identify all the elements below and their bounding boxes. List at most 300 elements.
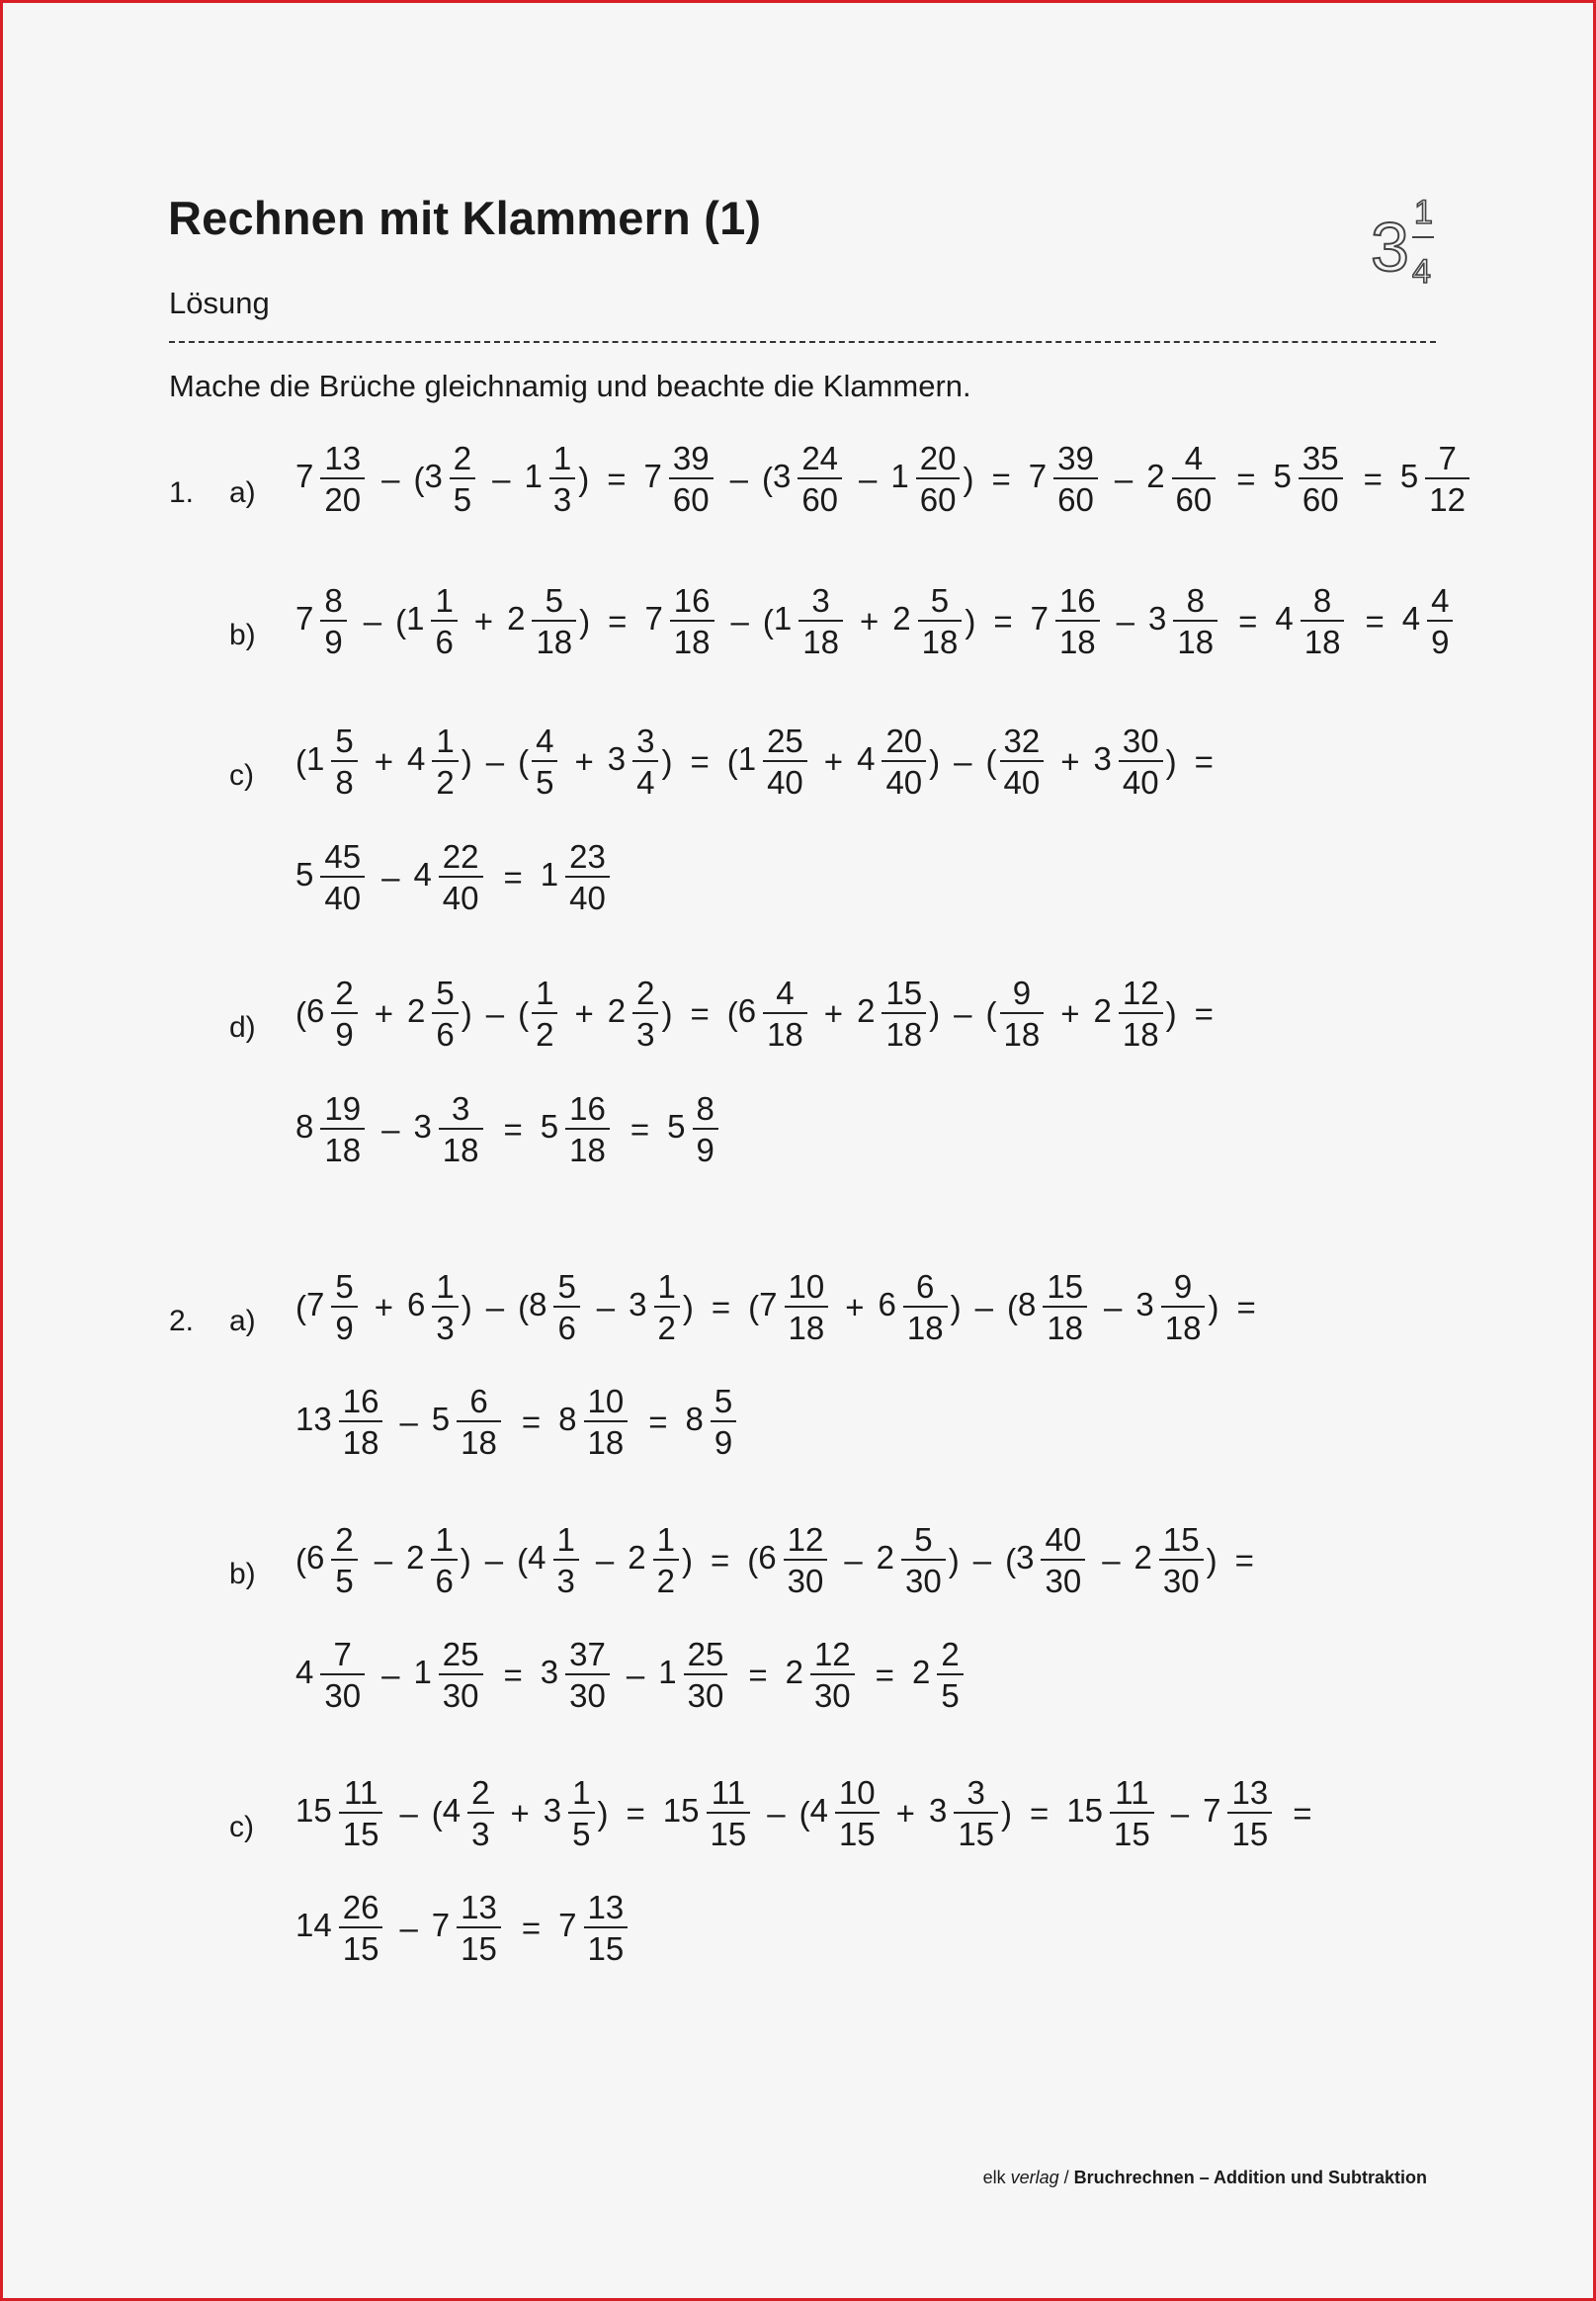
operator: – bbox=[399, 1794, 418, 1832]
numerator: 1 bbox=[435, 582, 454, 619]
numerator: 4 bbox=[536, 723, 554, 759]
mixed-number bbox=[541, 840, 613, 914]
whole-part: 7 bbox=[295, 600, 314, 638]
whole-part: 3 bbox=[1135, 1286, 1154, 1323]
denominator: 5 bbox=[331, 1559, 357, 1597]
parenthesis: ) bbox=[1001, 1794, 1013, 1832]
denominator: 18 bbox=[320, 1128, 365, 1166]
denominator: 6 bbox=[431, 1559, 457, 1597]
mixed-number bbox=[1134, 1523, 1207, 1597]
whole-part: 2 bbox=[1146, 458, 1165, 495]
operator: – bbox=[844, 1541, 863, 1578]
denominator: 15 bbox=[584, 1926, 629, 1965]
whole-part: 4 bbox=[528, 1539, 546, 1577]
denominator: 30 bbox=[784, 1559, 828, 1597]
numerator: 25 bbox=[442, 1636, 479, 1672]
mixed-number bbox=[912, 1638, 966, 1712]
operator: + bbox=[574, 994, 594, 1032]
operator: + bbox=[510, 1794, 530, 1832]
denominator: 18 bbox=[785, 1306, 829, 1344]
fraction bbox=[763, 977, 807, 1051]
operator: – bbox=[492, 460, 511, 497]
parenthesis: ( bbox=[295, 1541, 306, 1578]
numerator: 2 bbox=[471, 1774, 490, 1811]
denominator: 60 bbox=[1172, 477, 1217, 516]
operator: + bbox=[574, 742, 594, 780]
numerator: 1 bbox=[656, 1521, 675, 1558]
denominator: 40 bbox=[320, 876, 365, 914]
numerator: 5 bbox=[930, 582, 950, 619]
denominator: 60 bbox=[916, 477, 961, 516]
parenthesis: ) bbox=[661, 994, 673, 1032]
whole-part: 7 bbox=[306, 1286, 325, 1323]
whole-part: 7 bbox=[558, 1907, 577, 1944]
numerator: 7 bbox=[1438, 440, 1457, 476]
denominator: 18 bbox=[882, 1012, 926, 1051]
parenthesis: ( bbox=[985, 994, 997, 1032]
operator: + bbox=[1060, 742, 1080, 780]
numerator: 25 bbox=[687, 1636, 724, 1672]
fraction bbox=[653, 1523, 679, 1597]
operator: – bbox=[381, 460, 400, 497]
denominator: 18 bbox=[457, 1420, 501, 1459]
operator: – bbox=[954, 742, 972, 780]
fraction bbox=[532, 584, 576, 658]
whole-part: 4 bbox=[413, 856, 432, 894]
equals-sign: = bbox=[1363, 460, 1383, 497]
parenthesis: ) bbox=[461, 994, 472, 1032]
operator: – bbox=[596, 1288, 616, 1325]
mixed-number bbox=[541, 1638, 613, 1712]
fraction bbox=[1053, 442, 1098, 516]
mixed-number bbox=[558, 1891, 630, 1965]
denominator: 40 bbox=[1000, 760, 1045, 799]
parenthesis: ) bbox=[1165, 994, 1177, 1032]
equals-sign: = bbox=[521, 1403, 542, 1440]
numerator: 16 bbox=[569, 1090, 606, 1127]
parenthesis: ) bbox=[1206, 1541, 1218, 1578]
mixed-number bbox=[407, 977, 462, 1051]
numerator: 16 bbox=[1058, 582, 1096, 619]
numerator: 8 bbox=[1186, 582, 1205, 619]
equals-sign: = bbox=[991, 460, 1011, 497]
equals-sign: = bbox=[875, 1656, 894, 1693]
svg-text:1: 1 bbox=[1414, 194, 1433, 231]
whole-part: 6 bbox=[306, 992, 325, 1030]
mixed-number bbox=[738, 724, 810, 799]
equation-line bbox=[295, 1891, 630, 1965]
denominator: 3 bbox=[467, 1812, 493, 1850]
fraction bbox=[654, 1270, 680, 1344]
denominator: 20 bbox=[320, 477, 365, 516]
operator: – bbox=[1170, 1794, 1190, 1832]
fraction bbox=[1119, 977, 1163, 1051]
parenthesis: ) bbox=[965, 602, 976, 639]
denominator: 18 bbox=[584, 1420, 629, 1459]
fraction bbox=[693, 1092, 718, 1166]
fraction bbox=[331, 1270, 357, 1344]
mixed-number bbox=[786, 1638, 858, 1712]
fraction bbox=[1161, 1270, 1206, 1344]
equals-sign: = bbox=[521, 1909, 542, 1946]
mixed-number bbox=[629, 1270, 683, 1344]
numerator: 22 bbox=[442, 838, 479, 875]
numerator: 7 bbox=[333, 1636, 352, 1672]
numerator: 5 bbox=[335, 1268, 354, 1305]
whole-part: 1 bbox=[406, 600, 425, 638]
numerator: 8 bbox=[324, 582, 343, 619]
exercise-label: b) bbox=[229, 1558, 256, 1590]
denominator: 2 bbox=[653, 1559, 679, 1597]
equals-sign: = bbox=[607, 460, 627, 497]
denominator: 18 bbox=[1000, 1012, 1045, 1051]
operator: + bbox=[859, 602, 880, 639]
denominator: 30 bbox=[684, 1673, 728, 1712]
mixed-number bbox=[857, 977, 929, 1051]
fraction bbox=[331, 724, 357, 799]
mixed-number bbox=[432, 1891, 504, 1965]
numerator: 1 bbox=[556, 1521, 575, 1558]
whole-part: 2 bbox=[876, 1539, 895, 1577]
whole-part: 6 bbox=[878, 1286, 896, 1323]
parenthesis: ( bbox=[985, 742, 997, 780]
fraction bbox=[320, 442, 365, 516]
fraction bbox=[835, 1776, 880, 1850]
parenthesis: ) bbox=[681, 1541, 693, 1578]
whole-part: 4 bbox=[1401, 600, 1421, 638]
parenthesis: ) bbox=[1165, 742, 1177, 780]
fraction bbox=[1227, 1776, 1272, 1850]
footer-verlag: verlag bbox=[1010, 2168, 1059, 2187]
whole-part: 7 bbox=[643, 458, 662, 495]
numerator: 9 bbox=[1173, 1268, 1193, 1305]
mixed-number bbox=[525, 442, 579, 516]
denominator: 6 bbox=[553, 1306, 579, 1344]
denominator: 15 bbox=[339, 1812, 383, 1850]
equals-sign: = bbox=[1234, 1541, 1254, 1578]
denominator: 12 bbox=[1425, 477, 1470, 516]
numerator: 37 bbox=[569, 1636, 606, 1672]
operator: – bbox=[1114, 460, 1134, 497]
numerator: 2 bbox=[335, 975, 354, 1011]
numerator: 1 bbox=[435, 1521, 454, 1558]
fraction bbox=[439, 1638, 483, 1712]
mixed-number bbox=[413, 840, 485, 914]
numerator: 9 bbox=[1012, 975, 1032, 1011]
numerator: 1 bbox=[657, 1268, 676, 1305]
mixed-number bbox=[1135, 1270, 1208, 1344]
operator: – bbox=[974, 1288, 993, 1325]
denominator: 15 bbox=[339, 1926, 383, 1965]
numerator: 2 bbox=[453, 440, 472, 476]
mixed-number bbox=[892, 584, 965, 658]
denominator: 2 bbox=[532, 1012, 557, 1051]
operator: – bbox=[363, 602, 382, 639]
fraction bbox=[1299, 442, 1343, 516]
numerator: 5 bbox=[335, 723, 354, 759]
mixed-number bbox=[295, 1638, 368, 1712]
parenthesis: ) bbox=[578, 460, 590, 497]
denominator: 60 bbox=[1299, 477, 1343, 516]
operator: – bbox=[1104, 1288, 1123, 1325]
denominator: 18 bbox=[565, 1128, 610, 1166]
mixed-number bbox=[608, 724, 662, 799]
mixed-number bbox=[1018, 1270, 1090, 1344]
operator: – bbox=[399, 1909, 418, 1946]
numerator: 6 bbox=[916, 1268, 935, 1305]
denominator: 40 bbox=[1119, 760, 1163, 799]
page-subtitle: Lösung bbox=[169, 286, 270, 320]
mixed-number bbox=[810, 1776, 882, 1850]
whole-part: 1 bbox=[890, 458, 909, 495]
footer-credit bbox=[983, 2168, 1427, 2188]
operator: + bbox=[374, 1288, 393, 1325]
denominator: 18 bbox=[532, 620, 576, 658]
mixed-number bbox=[758, 1523, 830, 1597]
fraction bbox=[1110, 1776, 1154, 1850]
operator: – bbox=[595, 1541, 615, 1578]
mixed-number bbox=[1203, 1776, 1275, 1850]
fraction bbox=[711, 1385, 736, 1459]
whole-part: 3 bbox=[629, 1286, 647, 1323]
numerator: 10 bbox=[587, 1383, 625, 1419]
equals-sign: = bbox=[748, 1656, 768, 1693]
mixed-number bbox=[877, 1523, 949, 1597]
fraction bbox=[320, 840, 365, 914]
denominator: 6 bbox=[432, 1012, 458, 1051]
mixed-number bbox=[413, 1092, 485, 1166]
whole-part: 4 bbox=[407, 740, 426, 778]
mixed-number bbox=[558, 1385, 630, 1459]
denominator: 30 bbox=[1041, 1559, 1085, 1597]
fraction bbox=[331, 1523, 357, 1597]
whole-part: 1 bbox=[524, 458, 543, 495]
denominator: 18 bbox=[763, 1012, 807, 1051]
equation-line bbox=[295, 1385, 739, 1459]
whole-part: 3 bbox=[1148, 600, 1167, 638]
exercise-number: 1. bbox=[169, 476, 195, 509]
whole-part: 15 bbox=[1066, 1792, 1104, 1830]
denominator: 5 bbox=[450, 477, 475, 516]
parenthesis: ( bbox=[518, 742, 530, 780]
fraction bbox=[339, 1385, 383, 1459]
mixed-number bbox=[295, 1776, 385, 1850]
denominator: 3 bbox=[553, 1559, 579, 1597]
parenthesis: ( bbox=[747, 1541, 759, 1578]
whole-part: 7 bbox=[1203, 1792, 1221, 1830]
fraction bbox=[467, 1776, 493, 1850]
footer-separator: / bbox=[1058, 2168, 1074, 2187]
mixed-number bbox=[1029, 442, 1101, 516]
equals-sign: = bbox=[711, 1288, 731, 1325]
whole-part: 3 bbox=[543, 1792, 562, 1830]
fraction bbox=[763, 724, 807, 799]
mixed-number bbox=[295, 1385, 385, 1459]
whole-part: 5 bbox=[431, 1401, 451, 1438]
mixed-number bbox=[738, 977, 810, 1051]
whole-part: 5 bbox=[1273, 458, 1292, 495]
denominator: 18 bbox=[1055, 620, 1100, 658]
fraction bbox=[784, 1523, 828, 1597]
parenthesis: ( bbox=[295, 742, 306, 780]
denominator: 3 bbox=[432, 1306, 458, 1344]
fraction bbox=[1041, 1523, 1085, 1597]
fraction bbox=[707, 1776, 751, 1850]
equation-line bbox=[295, 1638, 966, 1712]
denominator: 9 bbox=[693, 1128, 718, 1166]
mixed-number bbox=[432, 1385, 504, 1459]
whole-part: 8 bbox=[558, 1401, 577, 1438]
mixed-number bbox=[1094, 977, 1166, 1051]
parenthesis: ) bbox=[682, 1288, 694, 1325]
denominator: 6 bbox=[431, 620, 457, 658]
fraction bbox=[1055, 584, 1100, 658]
whole-part: 4 bbox=[1275, 600, 1294, 638]
whole-part: 3 bbox=[1016, 1539, 1035, 1577]
denominator: 18 bbox=[1173, 620, 1218, 658]
denominator: 40 bbox=[882, 760, 926, 799]
equals-sign: = bbox=[993, 602, 1013, 639]
numerator: 12 bbox=[1122, 975, 1159, 1011]
mixed-number bbox=[413, 1638, 485, 1712]
numerator: 13 bbox=[1231, 1774, 1269, 1811]
parenthesis: ( bbox=[1006, 1288, 1018, 1325]
whole-part: 2 bbox=[1093, 992, 1112, 1030]
denominator: 15 bbox=[1110, 1812, 1154, 1850]
equals-sign: = bbox=[1236, 460, 1256, 497]
equals-sign: = bbox=[1238, 602, 1258, 639]
fraction bbox=[937, 1638, 963, 1712]
denominator: 15 bbox=[1227, 1812, 1272, 1850]
operator: – bbox=[859, 460, 878, 497]
denominator: 15 bbox=[835, 1812, 880, 1850]
mixed-number bbox=[406, 1523, 461, 1597]
numerator: 16 bbox=[342, 1383, 379, 1419]
denominator: 5 bbox=[568, 1812, 594, 1850]
fraction bbox=[1119, 724, 1163, 799]
operator: + bbox=[473, 602, 494, 639]
mixed-number bbox=[773, 442, 845, 516]
mixed-number bbox=[1016, 1523, 1088, 1597]
parenthesis: ( bbox=[295, 1288, 306, 1325]
whole-part: 4 bbox=[809, 1792, 828, 1830]
fraction bbox=[918, 584, 963, 658]
whole-part: 5 bbox=[295, 856, 314, 894]
whole-part: 3 bbox=[413, 1108, 432, 1146]
mixed-number bbox=[774, 584, 846, 658]
numerator: 8 bbox=[696, 1090, 714, 1127]
whole-part: 1 bbox=[737, 740, 757, 778]
numerator: 5 bbox=[557, 1268, 576, 1305]
numerator: 25 bbox=[767, 723, 803, 759]
denominator: 9 bbox=[1427, 620, 1453, 658]
fraction bbox=[549, 442, 575, 516]
numerator: 26 bbox=[342, 1889, 379, 1925]
mixed-number bbox=[1148, 584, 1220, 658]
whole-part: 8 bbox=[1017, 1286, 1037, 1323]
parenthesis: ( bbox=[395, 602, 407, 639]
mixed-number bbox=[406, 584, 461, 658]
equation-line bbox=[295, 442, 1472, 516]
numerator: 20 bbox=[885, 723, 923, 759]
mixed-number bbox=[295, 1891, 385, 1965]
parenthesis: ) bbox=[1208, 1288, 1219, 1325]
mixed-number bbox=[306, 724, 361, 799]
mixed-number bbox=[541, 1092, 613, 1166]
numerator: 3 bbox=[811, 582, 830, 619]
parenthesis: ) bbox=[950, 1288, 962, 1325]
mixed-number bbox=[544, 1776, 598, 1850]
denominator: 40 bbox=[565, 876, 610, 914]
fraction bbox=[320, 1092, 365, 1166]
denominator: 60 bbox=[1053, 477, 1098, 516]
denominator: 18 bbox=[1301, 620, 1345, 658]
whole-part: 6 bbox=[737, 992, 757, 1030]
parenthesis: ( bbox=[798, 1794, 810, 1832]
fraction bbox=[1427, 584, 1453, 658]
operator: + bbox=[823, 994, 844, 1032]
fraction bbox=[565, 1638, 610, 1712]
whole-part: 2 bbox=[785, 1654, 803, 1691]
exercise-label: a) bbox=[229, 1305, 256, 1337]
whole-part: 2 bbox=[911, 1654, 931, 1691]
numerator: 39 bbox=[1057, 440, 1094, 476]
mixed-number bbox=[424, 442, 478, 516]
mixed-number bbox=[1274, 442, 1346, 516]
fraction bbox=[339, 1891, 383, 1965]
mixed-number bbox=[529, 1270, 583, 1344]
numerator: 13 bbox=[324, 440, 362, 476]
fraction bbox=[457, 1385, 501, 1459]
mixed-number bbox=[306, 977, 361, 1051]
equals-sign: = bbox=[648, 1403, 668, 1440]
fraction bbox=[568, 1776, 594, 1850]
denominator: 30 bbox=[810, 1673, 855, 1712]
fraction bbox=[431, 1523, 457, 1597]
numerator: 1 bbox=[536, 975, 554, 1011]
equals-sign: = bbox=[626, 1794, 645, 1832]
whole-part: 3 bbox=[1093, 740, 1112, 778]
numerator: 4 bbox=[776, 975, 795, 1011]
fraction bbox=[903, 1270, 948, 1344]
mixed-number bbox=[929, 1776, 1001, 1850]
fraction bbox=[669, 442, 714, 516]
mixed-number bbox=[306, 1270, 361, 1344]
whole-part: 14 bbox=[295, 1907, 332, 1944]
equals-sign: = bbox=[690, 742, 710, 780]
fraction bbox=[670, 584, 714, 658]
numerator: 6 bbox=[469, 1383, 488, 1419]
numerator: 24 bbox=[801, 440, 839, 476]
fraction bbox=[331, 977, 357, 1051]
mixed-number bbox=[306, 1523, 361, 1597]
footer-book-title: Bruchrechnen – Addition und Subtraktion bbox=[1073, 2168, 1427, 2187]
denominator: 40 bbox=[763, 760, 807, 799]
whole-part: 5 bbox=[1399, 458, 1419, 495]
parenthesis: ( bbox=[1005, 1541, 1017, 1578]
fraction bbox=[439, 840, 483, 914]
parenthesis: ( bbox=[413, 460, 425, 497]
numerator: 39 bbox=[672, 440, 710, 476]
whole-part: 3 bbox=[540, 1654, 559, 1691]
numerator: 3 bbox=[451, 1090, 470, 1127]
equation-line bbox=[295, 1270, 1274, 1344]
page-title: Rechnen mit Klammern (1) bbox=[168, 192, 762, 244]
fraction bbox=[584, 1385, 629, 1459]
equals-sign: = bbox=[503, 1656, 523, 1693]
numerator: 2 bbox=[636, 975, 655, 1011]
denominator: 3 bbox=[632, 1012, 658, 1051]
